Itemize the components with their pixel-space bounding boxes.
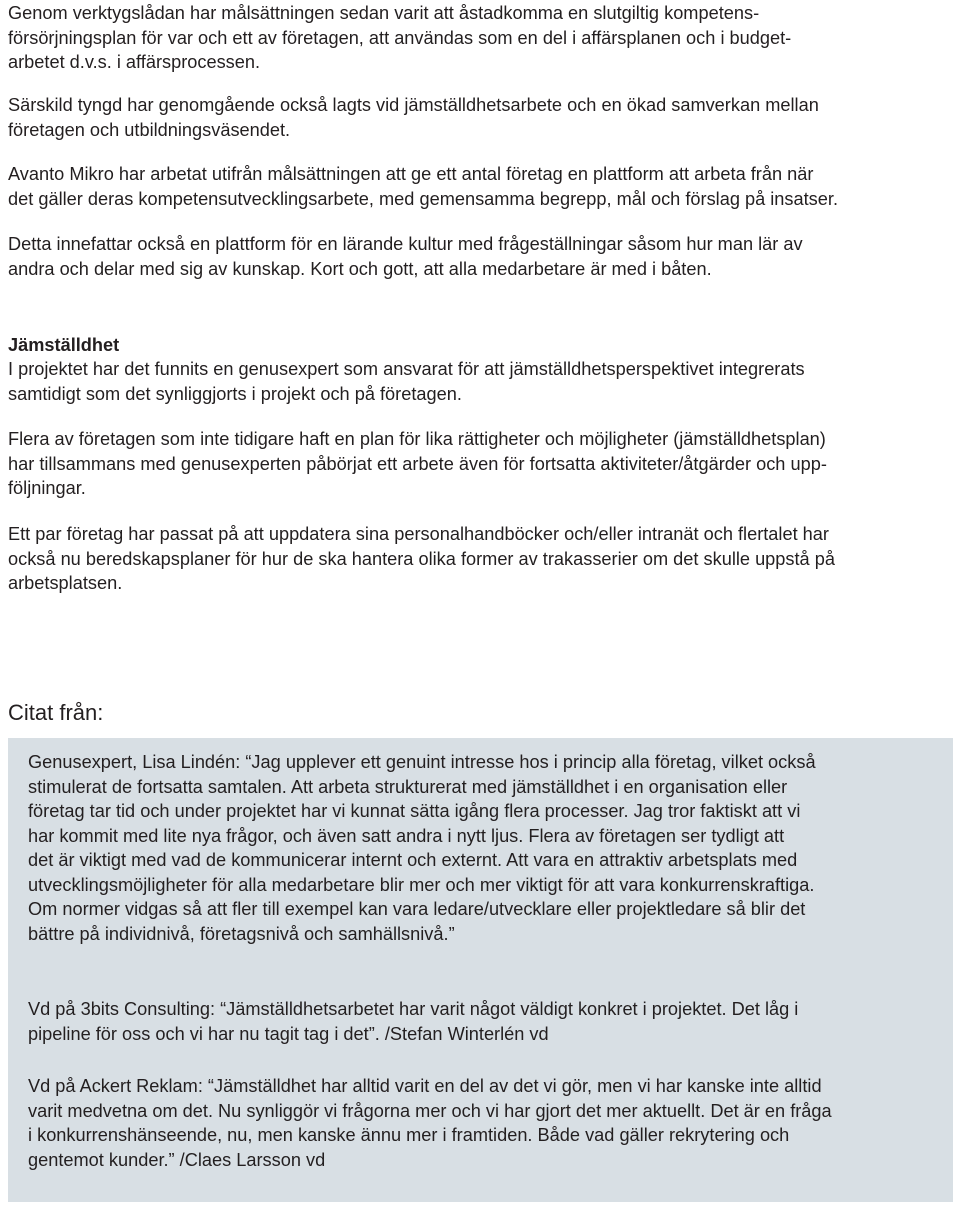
text-line: Vd på 3bits Consulting: “Jämställdhetsarbetet har varit något väldigt konkret i projektet. Det låg i [28,999,799,1019]
text-line: pipeline för oss och vi har nu tagit tag i det”. /Stefan Winterlén vd [28,1023,549,1044]
text-line: Om normer vidgas så att fler till exempel kan vara ledare/utvecklare eller projektledare så blir det [28,899,806,919]
text-line: det är viktigt med vad de kommunicerar internt och externt. Att vara en attraktiv arbetsplats med [28,850,798,870]
section-heading: Jämställdhet [8,335,120,355]
intro-paragraph-1 [8,1,956,75]
text-line: Vd på Ackert Reklam: “Jämställdhet har alltid varit en del av det vi gör, men vi har kanske inte alltid [28,1076,822,1096]
intro-paragraph-2 [8,93,956,142]
text-line: Genusexpert, Lisa Lindén: “Jag upplever ett genuint intresse hos i princip alla företag, vilket också [28,752,816,772]
text-line: företagen och utbildningsväsendet. [8,119,291,140]
intro-paragraph-3 [8,162,956,211]
text-line: utvecklingsmöjligheter för alla medarbetare blir mer och mer viktigt för att vara konkurrenskraftiga. [28,874,815,895]
section-paragraph-3 [8,522,956,596]
text-line: har kommit med lite nya frågor, och även satt andra i nytt ljus. Flera av företagen ser tydligt att [28,825,785,846]
text-line: det gäller deras kompetensutvecklingsarbete, med gemensamma begrepp, mål och förslag på insatser. [8,188,838,209]
text-line: arbetsplatsen. [8,573,123,593]
text-line: andra och delar med sig av kunskap. Kort och gott, att alla medarbetare är med i båten. [8,258,712,279]
text-line: bättre på individnivå, företagsnivå och samhällsnivå.” [28,923,455,944]
text-line: har tillsammans med genusexperten påbörjat ett arbete även för fortsatta aktiviteter/åtgärder och upp- [8,453,827,474]
text-line: följningar. [8,478,86,498]
text-line: Genom verktygslådan har målsättningen sedan varit att åstadkomma en slutgiltig kompetens- [8,3,760,23]
section-paragraph-2 [8,427,956,501]
text-line: Särskild tyngd har genomgående också lagts vid jämställdhetsarbete och en ökad samverkan mellan [8,95,819,115]
text-line: också nu beredskapsplaner för hur de ska hantera olika former av trakasserier om det skulle uppstå på [8,548,835,569]
text-line: arbetet d.v.s. i affärsprocessen. [8,52,261,72]
text-line: företag tar tid och under projektet har vi kunnat sätta igång flera processer. Jag tror faktiskt att vi [28,801,801,821]
section-paragraph-1 [8,357,956,406]
text-line: Flera av företagen som inte tidigare haft en plan för lika rättigheter och möjligheter (jämställdhetsplan) [8,429,826,449]
quote-ackert-reklam [28,1074,832,1172]
text-line: I projektet har det funnits en genusexpert som ansvarat för att jämställdhetsperspektivet integrerats [8,359,805,379]
text-line: Avanto Mikro har arbetat utifrån målsättningen att ge ett antal företag en plattform att arbeta från när [8,164,814,184]
text-line: Detta innefattar också en plattform för en lärande kultur med frågeställningar såsom hur man lär av [8,234,803,254]
text-line: varit medvetna om det. Nu synliggör vi frågorna mer och vi har gjort det mer aktuellt. Det är en fråga [28,1100,832,1121]
text-line: i konkurrenshänseende, nu, men kanske ännu mer i framtiden. Både vad gäller rekrytering och [28,1125,790,1145]
text-line: försörjningsplan för var och ett av företagen, att användas som en del i affärsplanen och i budget- [8,27,792,48]
citat-heading: Citat från: [8,700,104,725]
text-line: stimulerat de fortsatta samtalen. Att arbeta strukturerat med jämställdhet i en organisation eller [28,776,788,797]
quote-genusexpert [28,750,816,946]
intro-paragraph-4 [8,232,956,281]
quote-box [8,738,953,1202]
text-line: samtidigt som det synliggjorts i projekt och på företagen. [8,383,462,404]
text-line: gentemot kunder.” /Claes Larsson vd [28,1149,326,1170]
quote-3bits-consulting [28,997,798,1046]
text-line: Ett par företag har passat på att uppdatera sina personalhandböcker och/eller intranät och flertalet har [8,524,829,544]
